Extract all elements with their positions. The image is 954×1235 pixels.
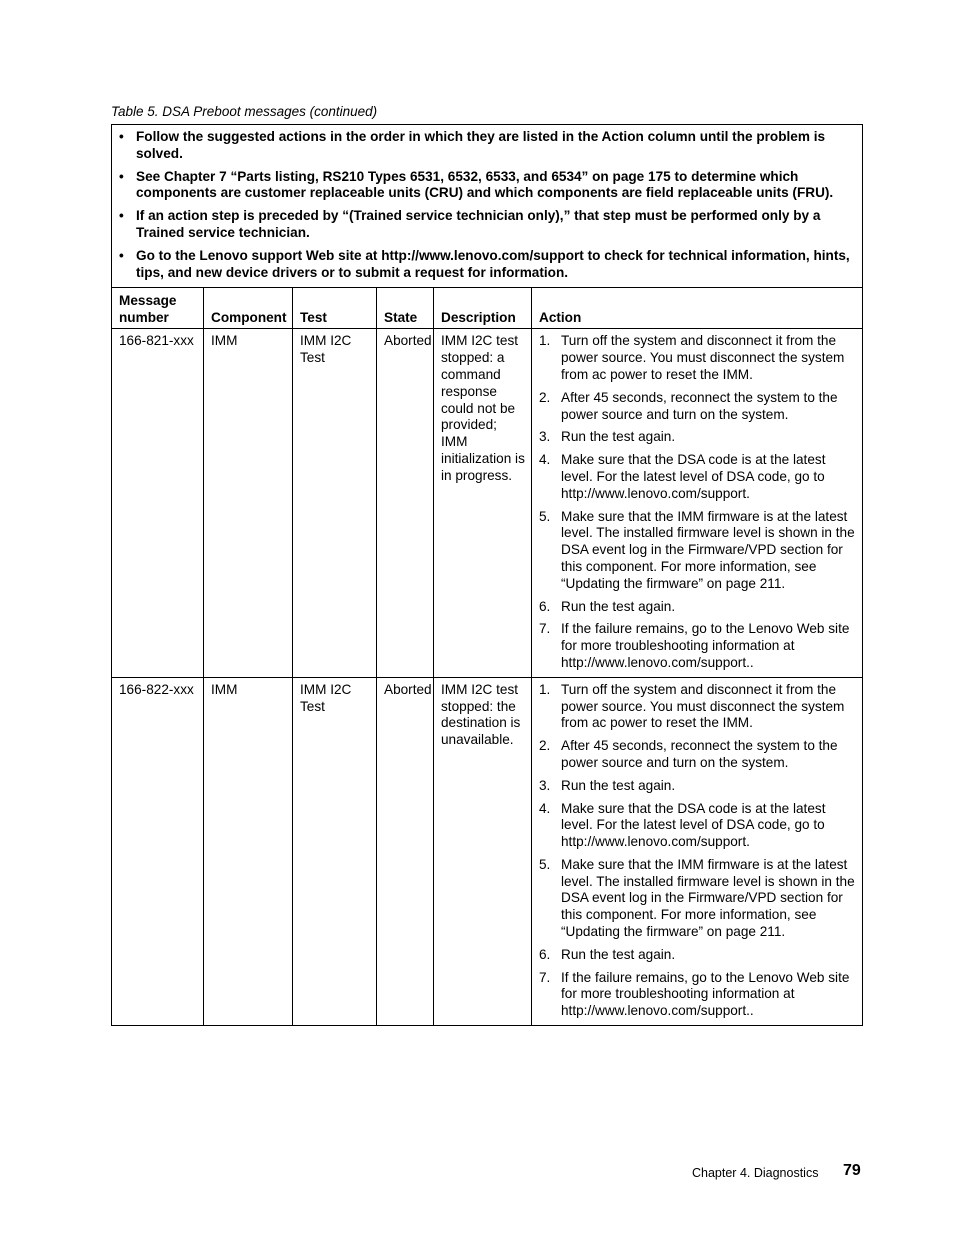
action-step: 1. Turn off the system and disconnect it from the power source. You must disconnect the system from ac power to reset the IMM.: [539, 333, 845, 382]
message-number-cell: 166-821-xxx: [112, 329, 204, 677]
description-cell: IMM I2C test stopped: a command response could not be provided; IMM initialization is in progress.: [434, 329, 532, 677]
state-cell: Aborted: [377, 329, 434, 677]
notes-row: [112, 125, 863, 288]
table-row: [112, 329, 863, 677]
message-number-cell: 166-822-xxx: [112, 677, 204, 1025]
header-component: Component: [204, 288, 293, 329]
test-cell: IMM I2C Test: [293, 677, 377, 1025]
action-step: 7. If the failure remains, go to the Lenovo Web site for more troubleshooting information at http://www.lenovo.com/support..: [539, 621, 850, 670]
footer-chapter: Chapter 4. Diagnostics: [692, 1166, 819, 1180]
header-state: State: [377, 288, 434, 329]
bullet-icon: •: [119, 247, 124, 263]
component-cell: IMM: [204, 677, 293, 1025]
header-description: Description: [434, 288, 532, 329]
action-step: 6. Run the test again.: [539, 946, 676, 962]
action-step: 6. Run the test again.: [539, 598, 676, 614]
header-test: Test: [293, 288, 377, 329]
action-step: 4. Make sure that the DSA code is at the latest level. For the latest level of DSA code, go to http://www.lenovo.com/support.: [539, 452, 826, 501]
test-cell: IMM I2C Test: [293, 329, 377, 677]
table-caption: Table 5. DSA Preboot messages (continued): [111, 104, 378, 119]
note-item: • See Chapter 7 “Parts listing, RS210 Types 6531, 6532, 6533, and 6534” on page 175 to determine which components are customer replaceable units (CRU) and which components are field replaceable units (FRU).: [119, 168, 834, 201]
header-row: [112, 288, 863, 329]
component-cell: IMM: [204, 329, 293, 677]
state-cell: Aborted: [377, 677, 434, 1025]
action-step: 4. Make sure that the DSA code is at the latest level. For the latest level of DSA code, go to http://www.lenovo.com/support.: [539, 800, 826, 850]
dsa-preboot-messages-table: [111, 124, 863, 1026]
header-message-number: Message number: [112, 288, 204, 329]
action-step: 2. After 45 seconds, reconnect the system to the power source and turn on the system.: [539, 738, 838, 770]
action-step: 5. Make sure that the IMM firmware is at the latest level. The installed firmware level is shown in the DSA event log in the Firmware/VPD section for this component. For more information, see “Updating the firmware” on page 211.: [539, 508, 855, 591]
description-cell: IMM I2C test stopped: the destination is unavailable.: [434, 677, 532, 1025]
action-step: 3. Run the test again.: [539, 777, 676, 793]
action-step: 7. If the failure remains, go to the Lenovo Web site for more troubleshooting information at http://www.lenovo.com/support..: [539, 969, 850, 1019]
action-list: [539, 333, 856, 671]
notes-cell: [112, 125, 863, 288]
action-step: 5. Make sure that the IMM firmware is at the latest level. The installed firmware level is shown in the DSA event log in the Firmware/VPD section for this component. For more information, see “Updating the firmware” on page 211.: [539, 856, 855, 940]
action-cell: [532, 677, 863, 1025]
notes-list: [119, 129, 856, 281]
action-cell: [532, 329, 863, 677]
note-item: • If an action step is preceded by “(Trained service technician only),” that step must be performed only by a Trained service technician.: [119, 208, 821, 240]
action-step: 1. Turn off the system and disconnect it from the power source. You must disconnect the system from ac power to reset the IMM.: [539, 681, 845, 731]
bullet-icon: •: [119, 208, 124, 224]
table-row: [112, 677, 863, 1025]
page-number: 79: [843, 1162, 861, 1179]
action-step: 2. After 45 seconds, reconnect the system to the power source and turn on the system.: [539, 389, 838, 422]
bullet-icon: •: [119, 168, 124, 184]
header-action: Action: [532, 288, 863, 329]
bullet-icon: •: [119, 129, 124, 144]
action-step: 3. Run the test again.: [539, 429, 676, 445]
note-item: • Follow the suggested actions in the order in which they are listed in the Action column until the problem is solved.: [119, 129, 826, 161]
action-list: [539, 682, 856, 1020]
note-item: • Go to the Lenovo support Web site at http://www.lenovo.com/support to check for technical information, hints, tips, and new device drivers or to submit a request for information.: [119, 247, 850, 280]
